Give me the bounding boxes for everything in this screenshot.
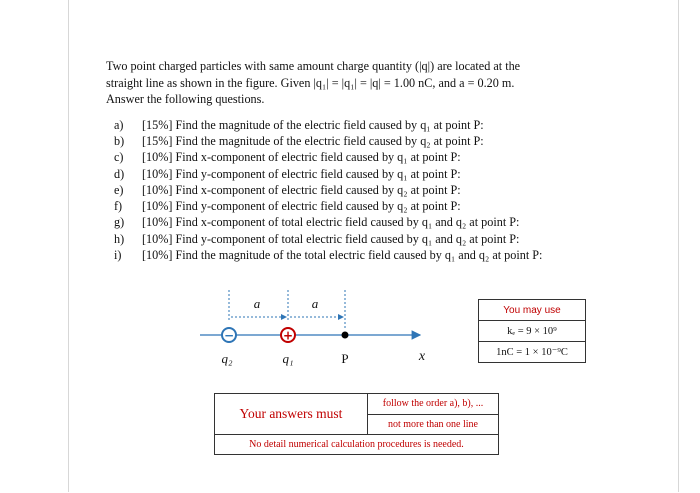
x-axis-label: x	[418, 349, 426, 364]
question-item	[114, 231, 542, 247]
charge-diagram	[200, 286, 440, 376]
question-letter: f)	[114, 199, 123, 214]
question-letter: a)	[114, 117, 124, 132]
q1-label: q₁	[282, 351, 294, 366]
question-letter: e)	[114, 182, 124, 197]
problem-intro	[106, 58, 606, 108]
instruction-no-detail: No detail numerical calculation procedures is needed.	[215, 435, 499, 455]
question-item	[114, 247, 542, 263]
question-letter: c)	[114, 150, 124, 165]
point-p-dot	[342, 332, 349, 339]
constants-heading: You may use	[479, 300, 586, 321]
nano-coulomb-conversion: 1nC = 1 × 10⁻⁹C	[479, 342, 586, 363]
answer-instructions-table	[214, 393, 499, 455]
question-list	[114, 117, 542, 264]
spacing-label-1: a	[253, 296, 261, 311]
q1-sign: +	[282, 328, 294, 343]
instruction-main: Your answers must	[215, 394, 368, 435]
question-item	[114, 166, 542, 182]
instruction-one-line: not more than one line	[368, 414, 499, 435]
question-letter: h)	[114, 231, 125, 246]
q2-sign: −	[223, 328, 235, 343]
question-item	[114, 117, 542, 133]
question-text: [10%] Find x-component of electric field caused by q₁ at point P:	[142, 150, 461, 165]
question-text: [10%] Find x-component of total electric field caused by q₁ and q₂ at point P:	[142, 215, 520, 230]
question-item	[114, 198, 542, 214]
question-item	[114, 133, 542, 149]
question-item	[114, 150, 542, 166]
question-text: [10%] Find y-component of total electric field caused by q₁ and q₂ at point P:	[142, 231, 520, 246]
question-text: [10%] Find x-component of electric field caused by q₂ at point P:	[142, 182, 461, 197]
constants-table	[478, 299, 586, 363]
question-item	[114, 215, 542, 231]
intro-line-3: Answer the following questions.	[106, 92, 265, 106]
question-letter: b)	[114, 133, 125, 148]
intro-line-2: straight line as shown in the figure. Given |q₁| = |q₁| = |q| = 1.00 nC, and a = 0.20 m.	[106, 75, 515, 90]
question-text: [10%] Find y-component of electric field caused by q₂ at point P:	[142, 199, 461, 214]
question-text: [15%] Find the magnitude of the electric field caused by q₁ at point P:	[142, 117, 484, 132]
q2-label: q₂	[221, 351, 233, 366]
question-letter: i)	[114, 248, 122, 263]
question-letter: g)	[114, 215, 125, 230]
question-text: [15%] Find the magnitude of the electric field caused by q₂ at point P:	[142, 133, 484, 148]
question-text: [10%] Find the magnitude of the total electric field caused by q₁ and q₂ at point P:	[142, 248, 543, 263]
instruction-order: follow the order a), b), ...	[368, 394, 499, 415]
question-letter: d)	[114, 166, 125, 181]
question-text: [10%] Find y-component of electric field caused by q₁ at point P:	[142, 166, 461, 181]
spacing-label-2: a	[311, 296, 319, 311]
coulomb-constant: kₑ = 9 × 10⁹	[479, 321, 586, 342]
p-label: P	[341, 351, 349, 366]
question-item	[114, 182, 542, 198]
intro-line-1: Two point charged particles with same amount charge quantity (|q|) are located at the	[106, 59, 521, 73]
